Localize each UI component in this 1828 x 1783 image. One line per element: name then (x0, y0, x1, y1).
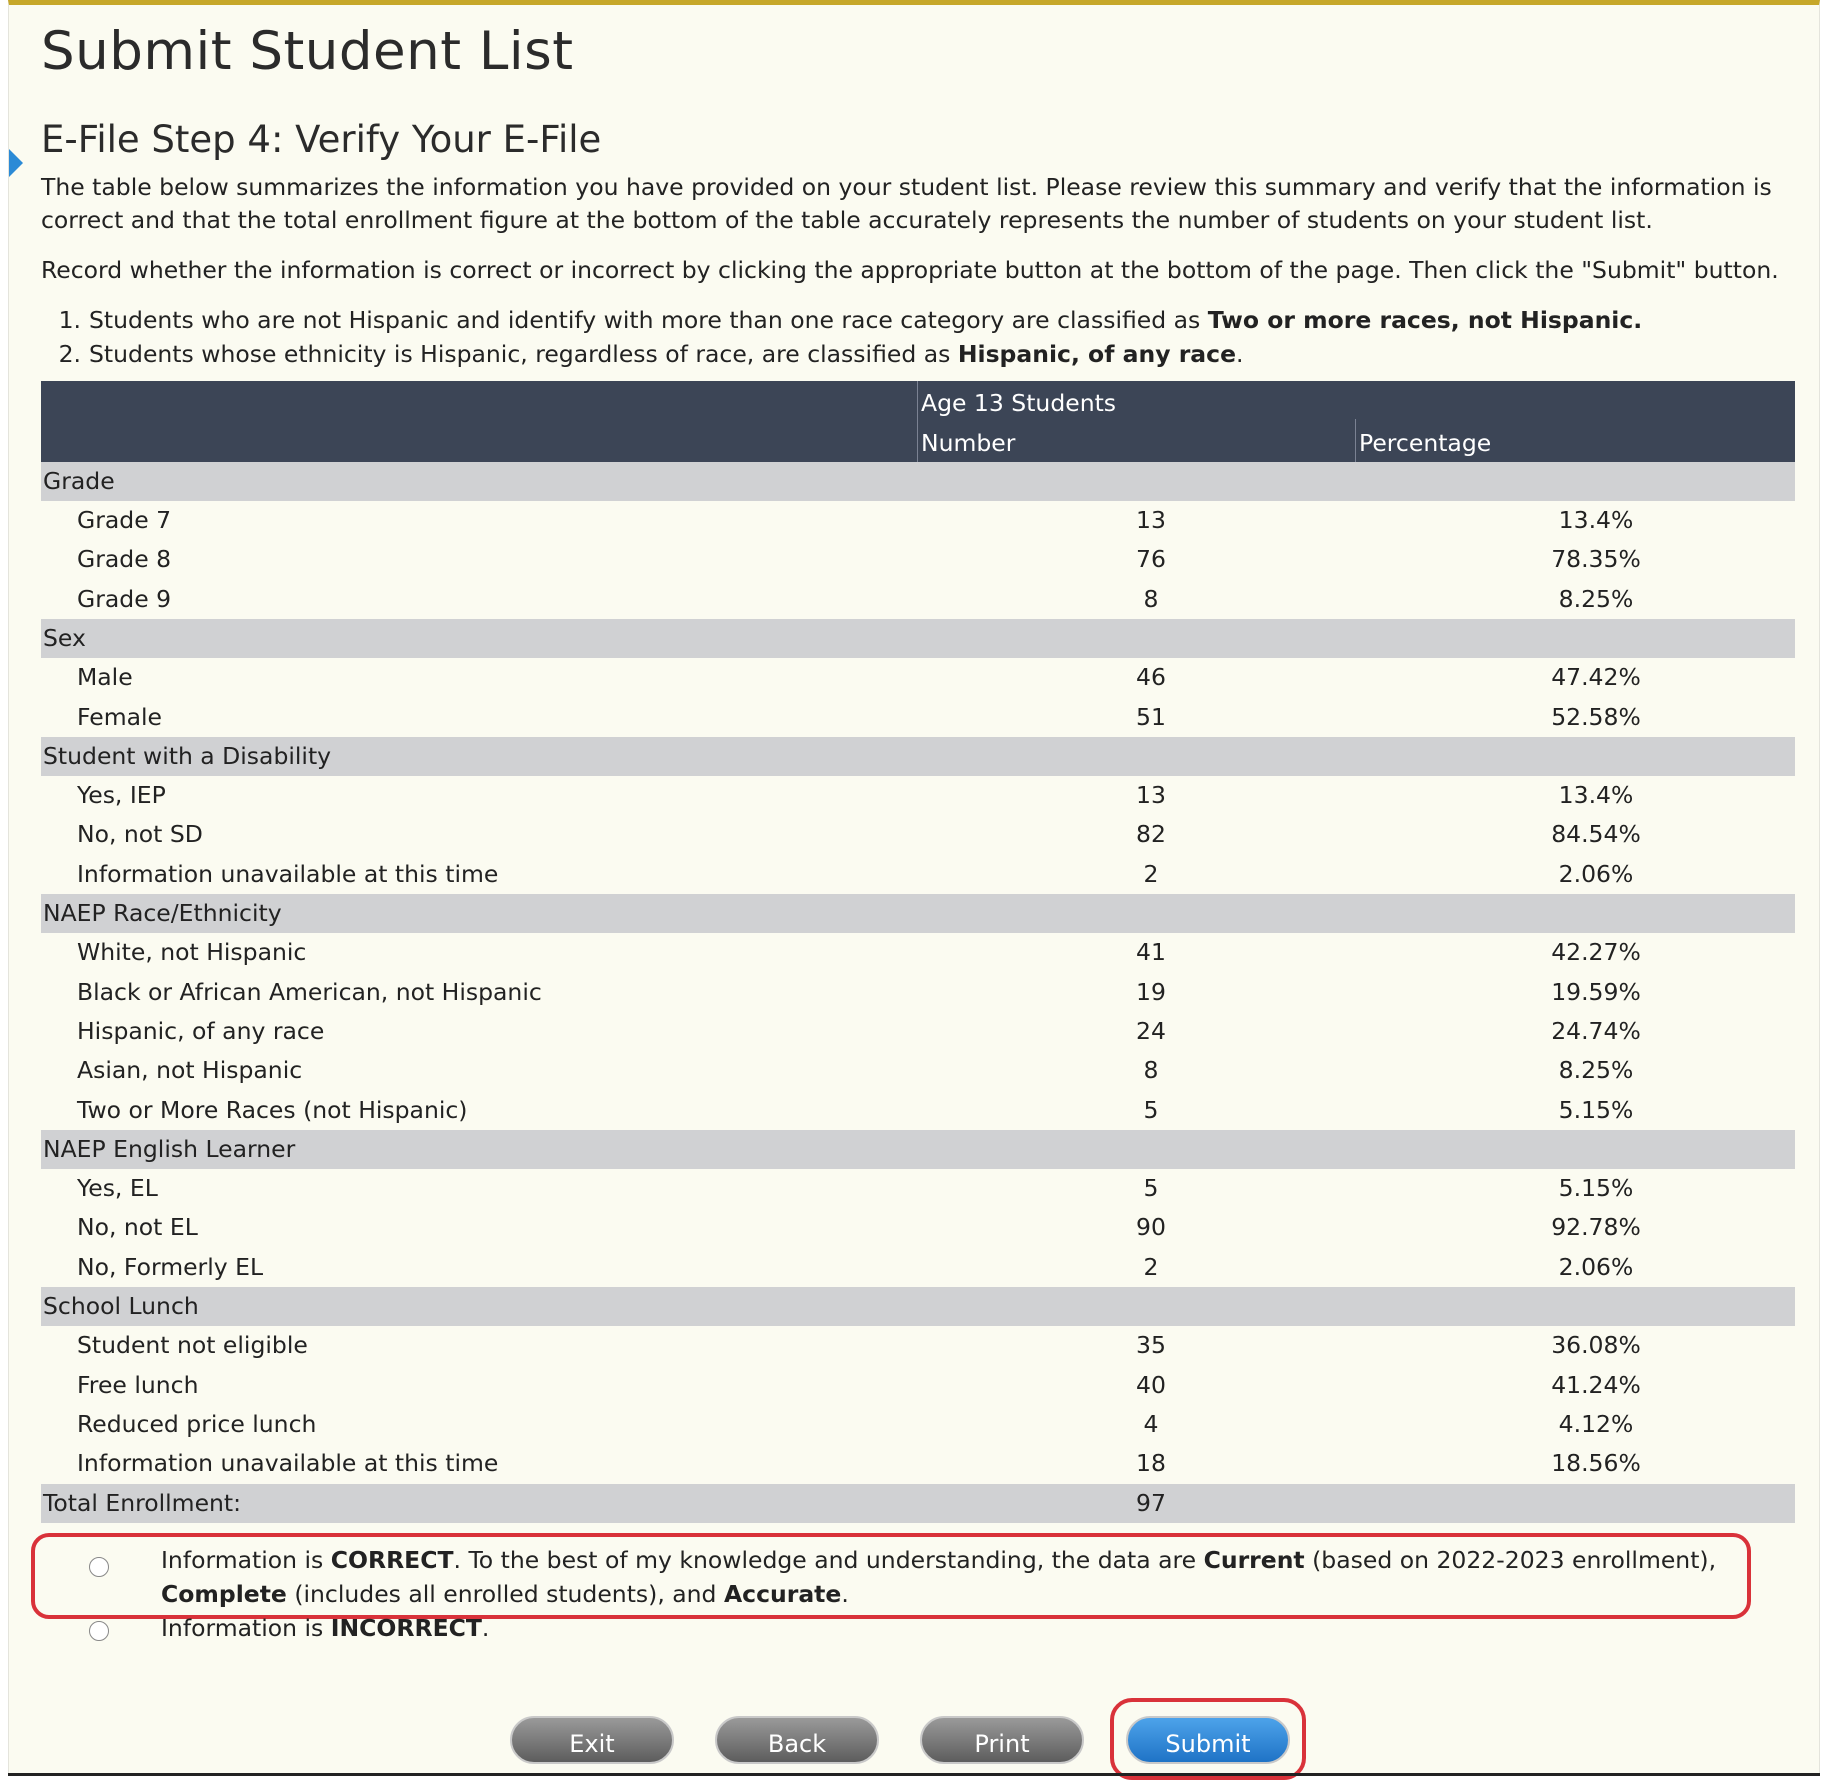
option-text: Information is (161, 1546, 331, 1574)
row-number: 13 (1136, 780, 1166, 809)
row-label: Black or African American, not Hispanic (77, 977, 542, 1006)
table-body (41, 462, 1795, 1484)
submit-button[interactable]: Submit (1126, 1716, 1290, 1764)
section-row (41, 619, 1795, 658)
row-number: 82 (1136, 820, 1166, 849)
row-label: Yes, IEP (77, 780, 166, 809)
row-percentage: 5.15% (1558, 1095, 1634, 1124)
group-header: Age 13 Students (921, 389, 1117, 417)
row-label: Female (77, 702, 162, 731)
row-label: Reduced price lunch (77, 1410, 317, 1439)
row-percentage: 4.12% (1558, 1410, 1634, 1439)
back-button[interactable]: Back (715, 1716, 879, 1764)
row-percentage: 19.59% (1551, 977, 1641, 1006)
row-label: Two or More Races (not Hispanic) (77, 1095, 468, 1124)
row-number: 35 (1136, 1331, 1166, 1360)
row-label: No, Formerly EL (77, 1252, 264, 1281)
row-label: No, not EL (77, 1213, 198, 1242)
row-number: 76 (1136, 545, 1166, 574)
row-percentage: 84.54% (1551, 820, 1641, 849)
page-title: Submit Student List (41, 21, 574, 82)
row-percentage: 8.25% (1558, 1056, 1634, 1085)
total-value: 97 (1136, 1488, 1166, 1517)
row-percentage: 42.27% (1551, 938, 1641, 967)
section-row (41, 462, 1795, 501)
row-label: Grade 7 (77, 506, 172, 534)
note-number: 1. (58, 306, 81, 334)
section-label: Grade (43, 467, 115, 495)
row-percentage: 5.15% (1558, 1174, 1634, 1203)
row-percentage: 41.24% (1551, 1370, 1641, 1399)
row-number: 8 (1143, 584, 1159, 613)
table-row (41, 1091, 1795, 1130)
row-number: 13 (1136, 506, 1166, 534)
option-text: . To the best of my knowledge and understanding, the data are (453, 1546, 1204, 1574)
table-row (41, 1405, 1795, 1444)
note-text: Students who are not Hispanic and identify with more than one race category are classified as (89, 306, 1208, 334)
table-row (41, 1248, 1795, 1287)
column-header-percentage: Percentage (1359, 429, 1492, 457)
table-row (41, 1444, 1795, 1483)
row-number: 5 (1143, 1174, 1159, 1203)
row-label: Student not eligible (77, 1331, 308, 1360)
row-label: Grade 9 (77, 584, 172, 613)
table-row (41, 580, 1795, 619)
option-text: (based on 2022-2023 enrollment), (1304, 1546, 1717, 1574)
row-label: Male (77, 663, 133, 692)
section-label: NAEP Race/Ethnicity (43, 899, 282, 928)
option-bold: CORRECT (330, 1546, 454, 1574)
row-label: Grade 8 (77, 545, 172, 574)
section-row (41, 1130, 1795, 1169)
row-number: 24 (1136, 1016, 1166, 1045)
radio-correct[interactable] (89, 1557, 109, 1577)
section-label: Student with a Disability (43, 741, 332, 770)
section-label: Sex (43, 624, 86, 653)
summary-table (41, 381, 1795, 1523)
header-divider (917, 381, 918, 462)
row-percentage: 8.25% (1558, 584, 1634, 613)
row-percentage: 78.35% (1551, 545, 1641, 574)
total-row (41, 1484, 1795, 1523)
table-row (41, 1051, 1795, 1090)
print-button[interactable]: Print (920, 1716, 1084, 1764)
option-incorrect-label[interactable] (161, 1611, 1721, 1645)
table-row (41, 855, 1795, 894)
step-marker-icon (9, 149, 23, 177)
table-row (41, 933, 1795, 972)
row-percentage: 47.42% (1551, 663, 1641, 692)
table-row (41, 973, 1795, 1012)
option-text: Information is (161, 1614, 331, 1642)
column-header-number: Number (921, 429, 1016, 457)
total-label: Total Enrollment: (43, 1488, 242, 1517)
row-percentage: 2.06% (1558, 859, 1634, 888)
row-number: 51 (1136, 702, 1166, 731)
row-label: Information unavailable at this time (77, 859, 499, 888)
row-number: 40 (1136, 1370, 1166, 1399)
table-row (41, 1366, 1795, 1405)
note-text: Students whose ethnicity is Hispanic, regardless of race, are classified as (89, 340, 958, 368)
option-correct-label[interactable] (161, 1543, 1721, 1611)
table-row (41, 1326, 1795, 1365)
table-row (41, 815, 1795, 854)
page-container (8, 0, 1820, 1775)
table-row (41, 658, 1795, 697)
table-row (41, 540, 1795, 579)
row-number: 18 (1136, 1449, 1166, 1478)
option-bold: INCORRECT (330, 1614, 482, 1642)
row-label: Hispanic, of any race (77, 1016, 325, 1045)
row-number: 5 (1143, 1095, 1159, 1124)
row-percentage: 18.56% (1551, 1449, 1641, 1478)
section-row (41, 894, 1795, 933)
row-label: White, not Hispanic (77, 938, 307, 967)
row-number: 41 (1136, 938, 1166, 967)
row-label: Free lunch (77, 1370, 199, 1399)
section-label: NAEP English Learner (43, 1135, 296, 1164)
row-percentage: 2.06% (1558, 1252, 1634, 1281)
section-label: School Lunch (43, 1292, 199, 1321)
row-percentage: 13.4% (1558, 780, 1634, 809)
option-bold: Accurate (723, 1580, 842, 1608)
note-item (41, 303, 1642, 337)
section-row (41, 737, 1795, 776)
intro-paragraph: The table below summarizes the information you have provided on your student list. Please review this summary and verify that the information is correct and that the total enrollment figure at the bottom of the table accurately represents the number of students on your student list. (41, 173, 1772, 234)
note-bold: Two or more races, not Hispanic. (1207, 306, 1643, 334)
row-number: 8 (1143, 1056, 1159, 1085)
notes-list (41, 303, 1642, 371)
exit-button[interactable]: Exit (510, 1716, 674, 1764)
note-number: 2. (58, 340, 81, 368)
row-percentage: 36.08% (1551, 1331, 1641, 1360)
row-label: Asian, not Hispanic (77, 1056, 303, 1085)
option-text: . (481, 1614, 490, 1642)
note-after: . (1236, 340, 1244, 368)
row-number: 19 (1136, 977, 1166, 1006)
row-percentage: 52.58% (1551, 702, 1641, 731)
table-row (41, 1012, 1795, 1051)
note-item (41, 337, 1642, 371)
option-bold: Complete (161, 1580, 287, 1608)
row-number: 46 (1136, 663, 1166, 692)
row-number: 2 (1143, 859, 1159, 888)
table-row (41, 1169, 1795, 1208)
row-number: 90 (1136, 1213, 1166, 1242)
radio-incorrect[interactable] (89, 1621, 109, 1641)
header-divider (1355, 419, 1356, 462)
table-row (41, 1208, 1795, 1247)
table-header (41, 381, 1795, 462)
table-row (41, 698, 1795, 737)
row-number: 4 (1143, 1410, 1159, 1439)
table-row (41, 776, 1795, 815)
option-text: (includes all enrolled students), and (286, 1580, 724, 1608)
option-bold: Current (1203, 1546, 1305, 1574)
note-bold: Hispanic, of any race (957, 340, 1237, 368)
row-label: Information unavailable at this time (77, 1449, 499, 1478)
row-number: 2 (1143, 1252, 1159, 1281)
row-percentage: 24.74% (1551, 1016, 1641, 1045)
option-text: . (841, 1580, 849, 1608)
row-percentage: 92.78% (1551, 1213, 1641, 1242)
step-title: E-File Step 4: Verify Your E-File (41, 118, 602, 161)
bottom-border (8, 1773, 1820, 1776)
section-row (41, 1287, 1795, 1326)
instructions-paragraph: Record whether the information is correct or incorrect by clicking the appropriate button at the bottom of the page. Then click the "Submit" button. (41, 256, 1779, 284)
row-label: No, not SD (77, 820, 203, 849)
row-label: Yes, EL (77, 1174, 158, 1203)
row-percentage: 13.4% (1558, 506, 1634, 534)
table-row (41, 501, 1795, 540)
